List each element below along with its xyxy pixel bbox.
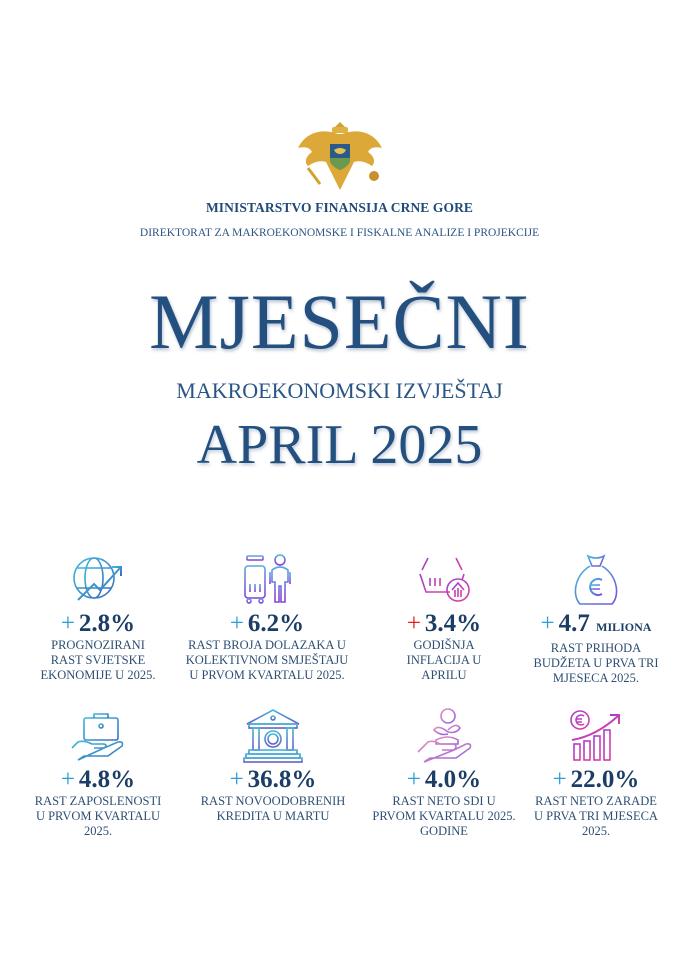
indicator-world-growth: + 2.8% PROGNOZIRANI RAST SVJETSKE EKONOMIJE U 2025. (13, 552, 183, 683)
euro-money-bag-icon (566, 552, 626, 608)
indicator-unit: MILIONA (596, 620, 652, 634)
ministry-name: MINISTARSTVO FINANSIJA CRNE GORE (205, 200, 474, 215)
indicator-description: RAST NOVOODOBRENIH KREDITA U MARTU (200, 794, 346, 823)
indicator-value: 4.0% (424, 766, 482, 793)
report-subtitle: MAKROEKONOMSKI IZVJEŠTAJ (176, 378, 503, 403)
indicator-new-loans: + 36.8% RAST NOVOODOBRENIH KREDITA U MARTU (188, 708, 358, 824)
indicator-description: RAST PRIHODA BUDŽETA U PRVA TRI MJESECA 2025. (533, 641, 659, 685)
indicator-value: 36.8% (247, 766, 317, 793)
luggage-traveler-icon (237, 552, 297, 608)
report-date: APRIL 2025 (196, 414, 483, 476)
indicator-value: 2.8% (78, 610, 136, 637)
indicator-description: RAST NETO ZARADE U PRVA TRI MJESECA 2025. (534, 794, 658, 838)
indicator-description: GODIŠNJA INFLACIJA U APRILU (406, 638, 482, 682)
indicator-value: 4.7 (558, 610, 590, 637)
indicator-description: RAST BROJA DOLAZAKA U KOLEKTIVNOM SMJEŠTAJU U PRVOM KVARTALU 2025. (185, 638, 349, 682)
globe-growth-icon (68, 552, 128, 608)
indicator-value: 4.8% (78, 766, 136, 793)
indicator-tourist-arrivals: + 6.2% RAST BROJA DOLAZAKA U KOLEKTIVNOM SMJEŠTAJU U PRVOM KVARTALU 2025. (182, 552, 352, 683)
indicator-inflation: + 3.4% GODIŠNJA INFLACIJA U APRILU (359, 552, 529, 683)
euro-bar-growth-icon (566, 708, 626, 764)
indicator-employment: + 4.8% RAST ZAPOSLENOSTI U PRVOM KVARTALU 2025. (13, 708, 183, 839)
indicator-budget-revenue: + 4.7 MILIONA RAST PRIHODA BUDŽETA U PRVA TRI MJESECA 2025. (511, 552, 679, 686)
directorate-name: DIREKTORAT ZA MAKROEKONOMSKE I FISKALNE ANALIZE I PROJEKCIJE (139, 227, 540, 239)
coat-of-arms-icon (292, 118, 388, 196)
indicator-value: 6.2% (247, 610, 305, 637)
briefcase-hand-icon (68, 708, 128, 764)
indicator-description: RAST NETO SDI U PRVOM KVARTALU 2025. GODINE (372, 794, 516, 838)
indicator-net-wages: + 22.0% RAST NETO ZARADE U PRVA TRI MJESECA 2025. (511, 708, 679, 839)
report-title: MJESEČNI (149, 278, 530, 365)
indicator-description: PROGNOZIRANI RAST SVJETSKE EKONOMIJE U 2025. (40, 638, 156, 682)
basket-price-up-icon (414, 552, 474, 608)
plant-coin-hand-icon (414, 708, 474, 764)
indicator-value: 3.4% (424, 610, 482, 637)
indicator-value: 22.0% (570, 766, 640, 793)
bank-euro-icon (243, 708, 303, 764)
indicator-fdi: + 4.0% RAST NETO SDI U PRVOM KVARTALU 2025. GODINE (359, 708, 529, 839)
indicator-description: RAST ZAPOSLENOSTI U PRVOM KVARTALU 2025. (34, 794, 162, 838)
